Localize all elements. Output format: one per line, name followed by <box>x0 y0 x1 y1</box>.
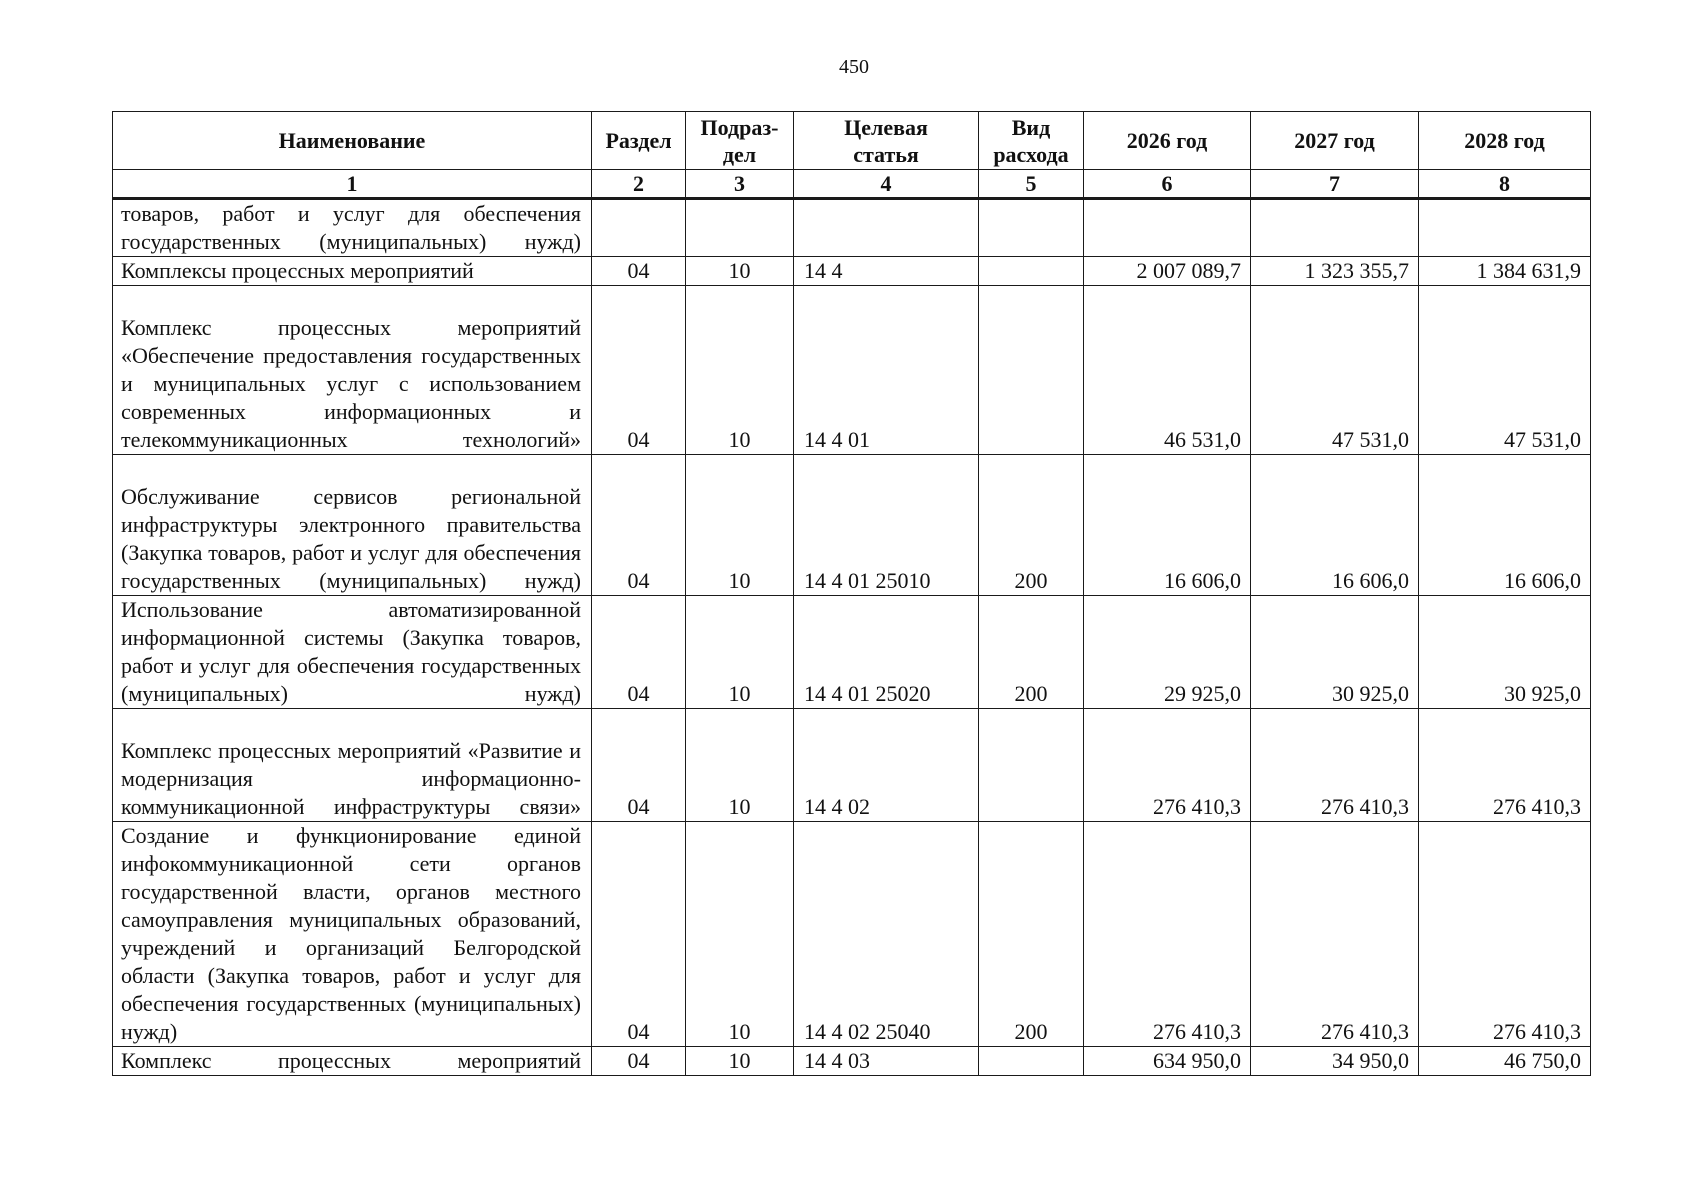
row-2028: 16 606,0 <box>1419 455 1591 596</box>
table-row <box>113 199 1591 257</box>
row-2026: 2 007 089,7 <box>1084 257 1251 286</box>
row-podrazdel: 10 <box>686 596 794 709</box>
row-2027 <box>1251 199 1419 257</box>
row-name: Обслуживание сервисов региональной инфраструктуры электронного правительства (Закупка товаров, работ и услуг для обеспечения государственных (муниципальных) нужд) <box>113 455 592 596</box>
row-podrazdel: 10 <box>686 257 794 286</box>
column-number: 6 <box>1084 170 1251 199</box>
row-2028: 276 410,3 <box>1419 822 1591 1047</box>
row-2026: 29 925,0 <box>1084 596 1251 709</box>
row-celevaya: 14 4 02 <box>794 709 979 822</box>
budget-table <box>112 111 1591 1076</box>
row-razdel <box>592 199 686 257</box>
table-row <box>113 455 1591 596</box>
row-2027: 30 925,0 <box>1251 596 1419 709</box>
row-vid <box>979 1047 1084 1076</box>
row-celevaya: 14 4 01 25010 <box>794 455 979 596</box>
row-razdel: 04 <box>592 1047 686 1076</box>
row-2026: 634 950,0 <box>1084 1047 1251 1076</box>
header-razdel: Раздел <box>592 112 686 170</box>
header-celevaya-line-2: статья <box>853 141 919 167</box>
row-podrazdel: 10 <box>686 286 794 455</box>
row-2027: 276 410,3 <box>1251 822 1419 1047</box>
row-celevaya: 14 4 03 <box>794 1047 979 1076</box>
row-vid: 200 <box>979 455 1084 596</box>
row-razdel: 04 <box>592 822 686 1047</box>
row-2026: 46 531,0 <box>1084 286 1251 455</box>
column-number: 5 <box>979 170 1084 199</box>
row-podrazdel: 10 <box>686 709 794 822</box>
row-2028: 1 384 631,9 <box>1419 257 1591 286</box>
header-celevaya-line-1: Целевая <box>844 114 928 140</box>
row-name: Комплекс процессных мероприятий «Обеспечение предоставления государственных и муниципальных услуг с использованием современных информационных и телекоммуникационных технологий» <box>113 286 592 455</box>
table-row <box>113 709 1591 822</box>
row-celevaya <box>794 199 979 257</box>
table-row <box>113 822 1591 1047</box>
row-2026: 276 410,3 <box>1084 709 1251 822</box>
row-vid: 200 <box>979 596 1084 709</box>
row-razdel: 04 <box>592 286 686 455</box>
row-name: Использование автоматизированной информационной системы (Закупка товаров, работ и услуг для обеспечения государственных (муниципальных) нужд) <box>113 596 592 709</box>
row-2028 <box>1419 199 1591 257</box>
header-podrazdel <box>686 112 794 170</box>
page-number: 450 <box>839 56 869 78</box>
row-razdel: 04 <box>592 257 686 286</box>
row-razdel: 04 <box>592 596 686 709</box>
row-2026: 16 606,0 <box>1084 455 1251 596</box>
row-2027: 16 606,0 <box>1251 455 1419 596</box>
header-2027: 2027 год <box>1251 112 1419 170</box>
header-2028: 2028 год <box>1419 112 1591 170</box>
row-name: Комплекс процессных мероприятий «Развитие и модернизация информационно-коммуникационной инфраструктуры связи» <box>113 709 592 822</box>
column-number: 4 <box>794 170 979 199</box>
row-podrazdel: 10 <box>686 1047 794 1076</box>
row-2027: 47 531,0 <box>1251 286 1419 455</box>
row-celevaya: 14 4 <box>794 257 979 286</box>
row-2027: 1 323 355,7 <box>1251 257 1419 286</box>
header-celevaya-statya <box>794 112 979 170</box>
row-2026: 276 410,3 <box>1084 822 1251 1047</box>
row-name: Комплексы процессных мероприятий <box>113 257 592 286</box>
row-celevaya: 14 4 02 25040 <box>794 822 979 1047</box>
row-podrazdel: 10 <box>686 822 794 1047</box>
row-celevaya: 14 4 01 25020 <box>794 596 979 709</box>
row-razdel: 04 <box>592 455 686 596</box>
header-podrazdel-line-2: дел <box>722 141 757 167</box>
row-podrazdel <box>686 199 794 257</box>
column-number: 7 <box>1251 170 1419 199</box>
row-razdel: 04 <box>592 709 686 822</box>
row-vid <box>979 199 1084 257</box>
header-vid-line-2: расхода <box>993 141 1069 167</box>
row-2027: 34 950,0 <box>1251 1047 1419 1076</box>
header-2026: 2026 год <box>1084 112 1251 170</box>
column-number: 8 <box>1419 170 1591 199</box>
row-2028: 30 925,0 <box>1419 596 1591 709</box>
row-2028: 46 750,0 <box>1419 1047 1591 1076</box>
row-name: Комплекс процессных мероприятий <box>113 1047 592 1076</box>
table-row <box>113 257 1591 286</box>
column-number: 1 <box>113 170 592 199</box>
table-row <box>113 596 1591 709</box>
header-row <box>113 112 1591 170</box>
column-number: 3 <box>686 170 794 199</box>
row-name: товаров, работ и услуг для обеспечения государственных (муниципальных) нужд) <box>113 199 592 257</box>
column-number: 2 <box>592 170 686 199</box>
row-name: Создание и функционирование единой инфокоммуникационной сети органов государственной власти, органов местного самоуправления муниципальных образований, учреждений и организаций Белгородской области (Закупка товаров, работ и услуг для обеспечения государственных (муниципальных) нужд) <box>113 822 592 1047</box>
row-vid: 200 <box>979 822 1084 1047</box>
table-row <box>113 286 1591 455</box>
row-podrazdel: 10 <box>686 455 794 596</box>
row-2028: 47 531,0 <box>1419 286 1591 455</box>
table-row <box>113 1047 1591 1076</box>
header-naimenovanie: Наименование <box>113 112 592 170</box>
row-vid <box>979 257 1084 286</box>
row-2028: 276 410,3 <box>1419 709 1591 822</box>
row-2027: 276 410,3 <box>1251 709 1419 822</box>
header-podrazdel-line-1: Подраз- <box>700 114 779 140</box>
row-2026 <box>1084 199 1251 257</box>
row-celevaya: 14 4 01 <box>794 286 979 455</box>
row-vid <box>979 709 1084 822</box>
header-vid-rashoda <box>979 112 1084 170</box>
header-vid-line-1: Вид <box>1011 114 1051 140</box>
column-number-row <box>113 170 1591 199</box>
row-vid <box>979 286 1084 455</box>
